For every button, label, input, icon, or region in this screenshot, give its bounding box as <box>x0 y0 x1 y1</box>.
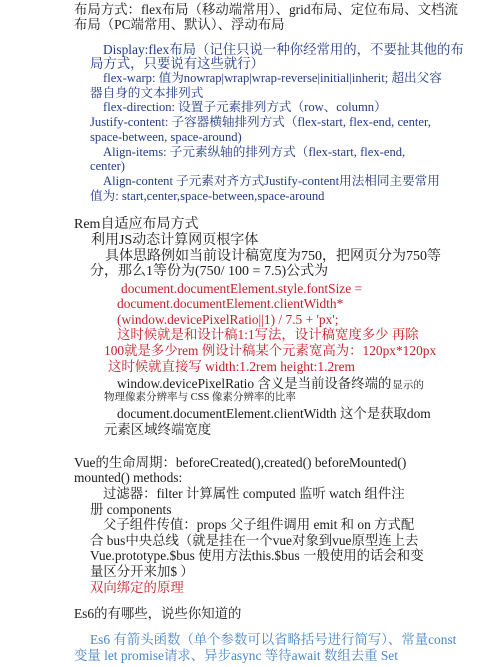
text-line: 分，那么1等份为(750/ 100 = 7.5)公式为 <box>90 264 329 280</box>
text-segment-small: 显示的 <box>392 380 424 392</box>
text-line: Align-content 子元素对齐方式Justify-content用法相同主要常用 <box>103 174 440 189</box>
text-line: center) <box>90 159 125 174</box>
text-line: 利用JS动态计算网页根字体 <box>91 233 259 249</box>
text-line: 元素区域终端宽度 <box>104 421 212 437</box>
section-heading-rem: Rem自适应布局方式 <box>74 217 199 233</box>
text-line: flex-direction: 设置子元素排列方式（row、column） <box>103 100 387 115</box>
text-line: 局方式，只要说有这些就行） <box>90 56 265 72</box>
text-line-mixed <box>117 375 424 393</box>
text-line: 布局方式：flex布局（移动端常用）、grid布局、定位布局、文档流 <box>74 1 458 17</box>
text-line: 值为: start,center,space-between,space-around <box>90 188 325 203</box>
text-line: 册 components <box>90 501 172 517</box>
text-line: 过滤器：filter 计算属性 computed 监听 watch 组件注 <box>103 486 405 501</box>
text-line: 这时候就是和设计稿1:1写法，设计稿宽度多少 再除 <box>117 327 419 343</box>
text-line: 布局（PC端常用、默认）、浮动布局 <box>74 17 285 33</box>
text-line: 具体思路例如当前设计稿宽度为750，把网页分为750等 <box>105 248 441 264</box>
text-line: 这时候就直接写 width:1.2rem height:1.2rem <box>108 358 355 374</box>
code-line: document.documentElement.style.fontSize = <box>121 280 363 296</box>
text-line: Justify-content: 子容器横轴排列方式（flex-start, flex-end, center, <box>90 115 431 130</box>
section-heading-es6: Es6的有哪些，说些你知道的 <box>74 606 242 622</box>
text-line-small: 物理像素分辨率与 CSS 像素分辨率的比率 <box>104 392 296 404</box>
section-heading-vue: Vue的生命周期：beforeCreated(),created() beforeMounted() <box>74 454 407 470</box>
text-line: Align-items: 子元素纵轴的排列方式（flex-start, flex-end, <box>103 144 406 159</box>
text-line: mounted() methods: <box>74 470 183 486</box>
text-line: 量区分开来加$ ） <box>90 563 194 579</box>
text-line: document.documentElement.clientWidth 这个是获取dom <box>117 406 431 422</box>
text-line: Es6 有箭头函数（单个参数可以省略括号进行简写）、常量const <box>90 632 457 648</box>
text-line: Display:flex布局（记住只说一种你经常用的，不要扯其他的布 <box>103 41 464 57</box>
text-line: 器自身的文本排列式 <box>90 85 204 100</box>
text-segment: window.devicePixelRatio 含义是当前设备终端的 <box>117 376 392 392</box>
code-line: (window.devicePixelRatio||1) / 7.5 + 'px'; <box>117 311 339 327</box>
text-line: space-between, space-around) <box>90 129 242 144</box>
code-line: document.documentElement.clientWidth* <box>117 296 344 312</box>
text-line: flex-warp: 值为nowrap|wrap|wrap-reverse|initial|inherit; 超出父容 <box>103 71 442 86</box>
text-line: Vue.prototype.$bus 使用方法this.$bus 一般使用的话会和变 <box>90 548 424 564</box>
text-line-highlight: 双向绑定的原理 <box>90 579 184 595</box>
text-line: 合 bus中央总线（就是挂在一个vue对象到vue原型连上去 <box>90 532 419 548</box>
text-line: 变量 let promise请求、异步async 等待await 数组去重 Set <box>74 648 398 663</box>
text-line: 父子组件传值：props 父子组件调用 emit 和 on 方式配 <box>103 517 415 533</box>
text-line: 100就是多少rem 例设计稿某个元素宽高为：120px*120px <box>104 343 437 359</box>
